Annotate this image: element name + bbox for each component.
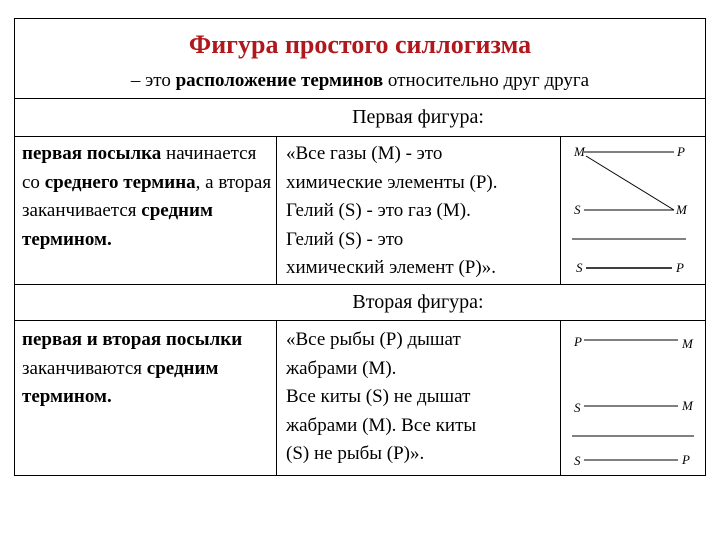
figure1-label-m2: M — [676, 202, 687, 217]
figure1-heading: Первая фигура: — [352, 106, 484, 128]
figure2-diagram — [560, 320, 706, 476]
figure1-diagonal — [586, 156, 674, 210]
figure2-example-line: (S) не рыбы (Р)». — [286, 443, 425, 464]
figure2-heading: Вторая фигура: — [352, 291, 484, 313]
divider-header — [14, 98, 706, 99]
figure1-rule-part3: среднего термина — [44, 171, 196, 193]
figure2-example-line: жабрами (М). Все киты — [286, 414, 477, 436]
figure2-rule — [22, 326, 274, 412]
figure2-label-p: P — [574, 334, 582, 349]
figure2-rule-part3: средним термином. — [22, 357, 219, 407]
figure2-example-line: жабрами (М). — [286, 357, 397, 379]
figure1-example-line: Гелий (S) - это — [286, 228, 404, 250]
subtitle-suffix: относительно друг друга — [383, 70, 590, 91]
divider-fig1-row — [14, 284, 706, 285]
figure2-rule-part2: заканчиваются — [22, 357, 147, 379]
figure1-rule-part2: начинается со — [22, 143, 257, 193]
figure1-label-s: S — [574, 202, 581, 217]
figure2-example-line: Все киты (S) не дышат — [286, 386, 471, 407]
figure1-rule — [22, 140, 274, 254]
figure2-rule-part1: первая и вторая посылки — [22, 329, 243, 350]
figure1-label-p: P — [677, 144, 685, 159]
figure1-example-line: химический элемент (Р)». — [286, 257, 496, 278]
figure2-label-m: M — [682, 336, 693, 351]
figure1-rule-part5: средним термином. — [22, 200, 213, 250]
figure1-diagram — [560, 136, 706, 284]
figure1-example-line: химические элементы (Р). — [286, 171, 498, 193]
col-divider-1a — [276, 136, 277, 284]
figure1-label-p2: P — [676, 260, 684, 275]
figure1-label-s2: S — [576, 260, 583, 275]
subtitle-prefix: – это — [130, 70, 176, 91]
figure1-example — [286, 140, 558, 283]
page-title: Фигура простого силлогизма — [188, 30, 532, 59]
figure2-example-line: «Все рыбы (Р) дышат — [286, 329, 461, 350]
subtitle-bold: расположение терминов — [175, 70, 384, 91]
figure2-label-s2: S — [574, 453, 581, 468]
figure1-rule-part4: , а вторая заканчивается — [22, 171, 272, 221]
figure1-example-line: Гелий (S) - это газ (М). — [286, 200, 471, 221]
figure1-label-m: M — [574, 144, 585, 159]
figure1-example-line: «Все газы (М) - это — [286, 143, 443, 164]
figure2-label-m2: M — [682, 398, 693, 413]
figure2-label-p2: P — [682, 452, 690, 467]
figure2-example — [286, 326, 558, 469]
col-divider-1b — [276, 320, 277, 476]
figure1-rule-part1: первая посылка — [22, 143, 162, 164]
figure2-label-s: S — [574, 400, 581, 415]
page-subtitle — [14, 70, 706, 92]
